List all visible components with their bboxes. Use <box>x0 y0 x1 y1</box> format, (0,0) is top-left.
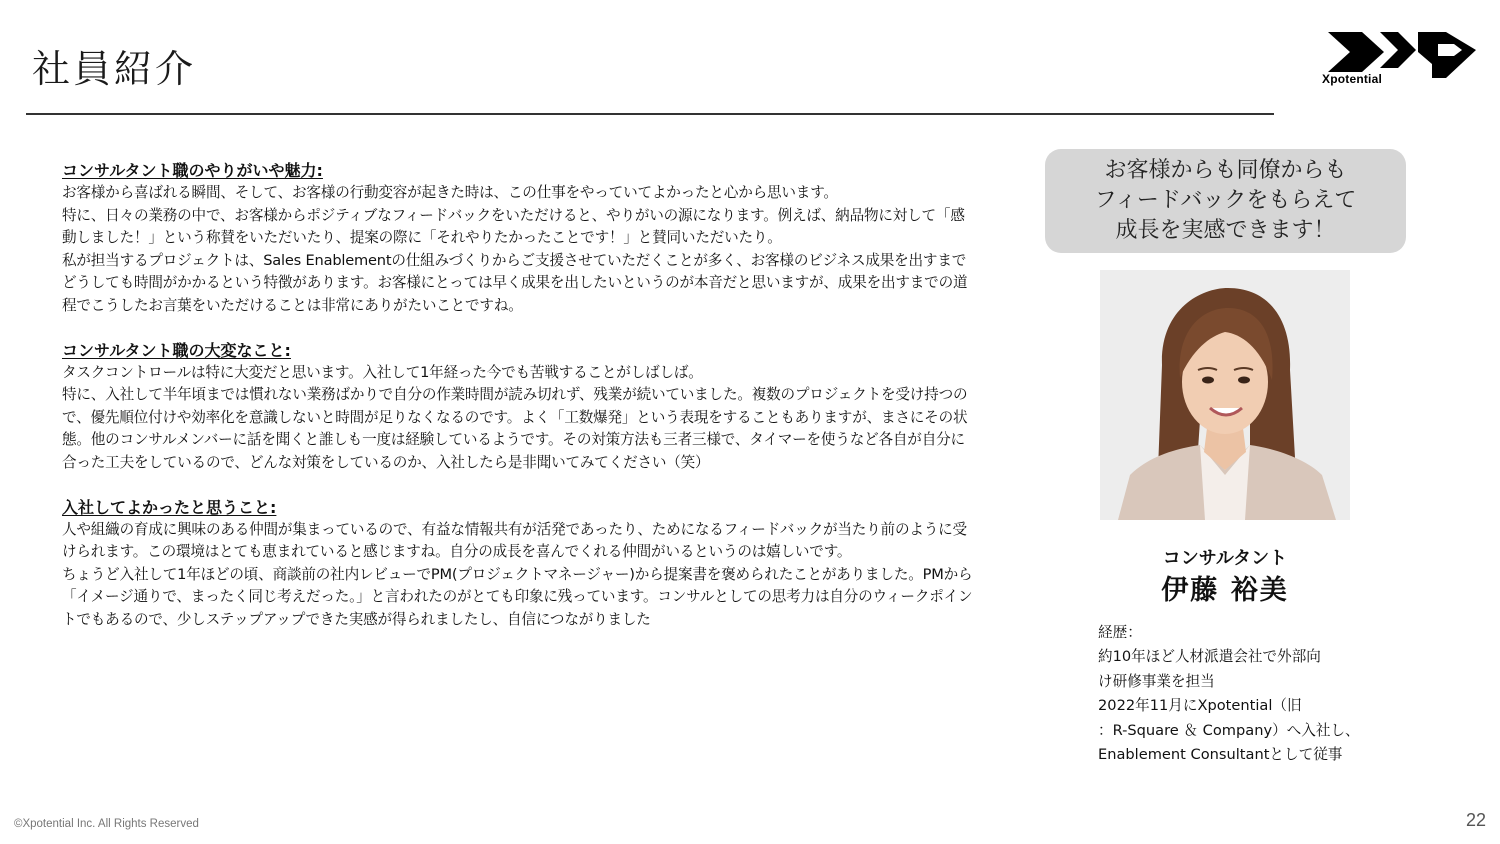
paragraph: 特に、日々の業務の中で、お客様からポジティブなフィードバックをいただけると、やりがいの源になります。例えば、納品物に対して「感動しました！」という称賛をいただいたり、提案の際に「それやりたかったことです！」と賛同いただいたり。 <box>62 206 965 247</box>
employee-name: 伊藤 裕美 <box>1161 575 1289 606</box>
paragraph: 人や組織の育成に興味のある仲間が集まっているので、有益な情報共有が活発であったり、ためになるフィードバックが当たり前のように受けられます。この環境はとても恵まれていると感じますね。自分の成長を喜んでくれる仲間がいるというのは嬉しいです。 <box>62 520 967 561</box>
interview-content <box>62 160 974 654</box>
title-divider <box>26 113 1274 115</box>
employee-photo <box>1100 270 1350 520</box>
page-number: 22 <box>1465 810 1486 830</box>
section-heading: コンサルタント職の大変なこと: <box>62 340 291 360</box>
employee-role: コンサルタント <box>1162 548 1288 569</box>
career-line: 2022年11月にXpotential（旧 <box>1098 697 1302 715</box>
paragraph: タスクコントロールは特に大変だと思います。入社して1年経った今でも苦戦することがしばしば。 <box>62 363 703 381</box>
paragraph: ちょうど入社して1年ほどの頃、商談前の社内レビューでPM(プロジェクトマネージャー)から提案書を褒められたことがありました。PMから「イメージ通りで、まったく同じ考えだった。」と言われたのがとても印象に残っています。コンサルとしての思考力は自分のウィークポイントでもあるので、少しステップアップできた実感が得られましたし、自信につながりました <box>62 565 973 628</box>
quote-callout <box>1045 149 1406 253</box>
career-line: Enablement Consultantとして従事 <box>1098 746 1343 764</box>
section-rewarding <box>62 160 974 318</box>
section-heading: 入社してよかったと思うこと: <box>62 497 277 517</box>
career-line: け研修事業を担当 <box>1098 672 1215 690</box>
section-challenges <box>62 340 974 475</box>
quote-line: フィードバックをもらえて <box>1094 188 1357 213</box>
quote-line: 成長を実感できます！ <box>1115 218 1336 243</box>
career-summary <box>1098 621 1398 767</box>
career-line: 経歴： <box>1098 624 1142 641</box>
page-title: 社員紹介 <box>32 47 197 91</box>
quote-line: お客様からも同僚からも <box>1104 158 1347 183</box>
portrait-illustration <box>1100 270 1350 520</box>
career-line: 約10年ほど人材派遣会社で外部向 <box>1098 648 1321 666</box>
copyright-footer: ©Xpotential Inc. All Rights Reserved <box>14 818 199 830</box>
logo-text: Xpotential <box>1322 72 1383 86</box>
career-line: ：R-Square ＆ Company）へ入社し、 <box>1098 721 1360 739</box>
section-heading: コンサルタント職のやりがいや魅力: <box>62 161 323 180</box>
paragraph: 特に、入社して半年頃までは慣れない業務ばかりで自分の作業時間が読み切れず、残業が続いていました。複数のプロジェクトを受け持つので、優先順位付けや効率化を意識しないと時間が足りなくなるのです。よく「工数爆発」という表現をすることもありますが、まさにその状態。他のコンサルメンバーに話を聞くと誰しも一度は経験しているようです。その対策方法も三者三様で、タイマーを使うなど各自が自分に合った工夫をしているので、どんな対策をしているのか、入社したら是非聞いてみてください（笑） <box>62 386 968 471</box>
paragraph: お客様から喜ばれる瞬間、そして、お客様の行動変容が起きた時は、この仕事をやっていてよかったと心から思います。 <box>62 184 838 201</box>
section-good-points <box>62 497 974 632</box>
paragraph: 私が担当するプロジェクトは、Sales Enablementの仕組みづくりからご支援させていただくことが多く、お客様のビジネス成果を出すまでどうしても時間がかかるという特徴があります。お客様にとっては早く成果を出したいというのが本音だと思いますが、成果を出すまでの道程でこうしたお言葉をいただけることは非常にありがたいことですね。 <box>62 251 968 314</box>
